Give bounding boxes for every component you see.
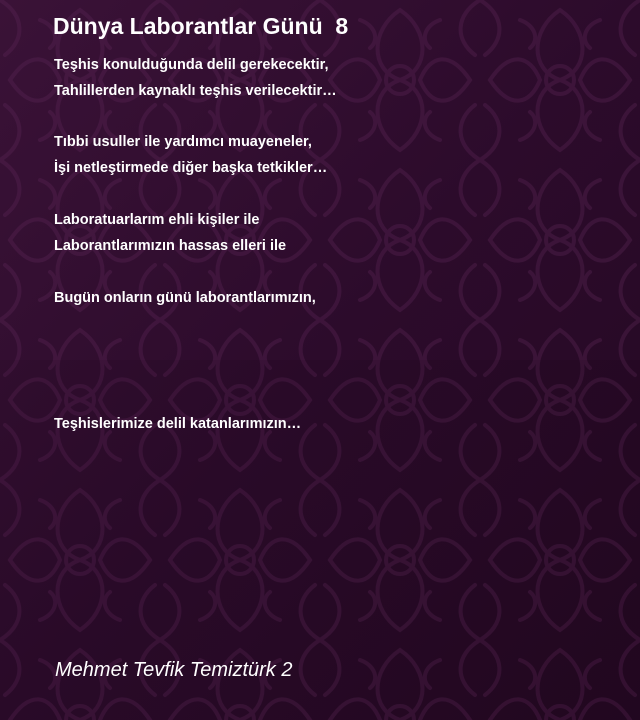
poem-line: Tıbbi usuller ile yardımcı muayeneler,: [54, 134, 312, 150]
stanza-1: [54, 52, 337, 104]
poem-line: Laborantlarımızın hassas elleri ile: [54, 238, 287, 254]
poem-line: Bugün onların günü laborantlarımızın,: [54, 290, 316, 306]
poem-line: Laboratuarlarım ehli kişiler ile: [54, 212, 260, 228]
poem-author: Mehmet Tevfik Temiztürk 2: [55, 659, 293, 681]
poem-line: İşi netleştirmede diğer başka tetkikler…: [54, 160, 328, 176]
poem-line: Teşhislerimize delil katanlarımızın…: [54, 416, 302, 432]
stanza-3: [54, 207, 286, 259]
stanza-4: [54, 285, 316, 311]
poem-title: Dünya Laborantlar Günü 8: [53, 13, 349, 39]
stanza-5: [54, 411, 301, 437]
poem-line: Teşhis konulduğunda delil gerekecektir,: [54, 57, 329, 73]
stanza-2: [54, 129, 327, 181]
poem-line: Tahlillerden kaynaklı teşhis verilecektir…: [54, 83, 337, 99]
